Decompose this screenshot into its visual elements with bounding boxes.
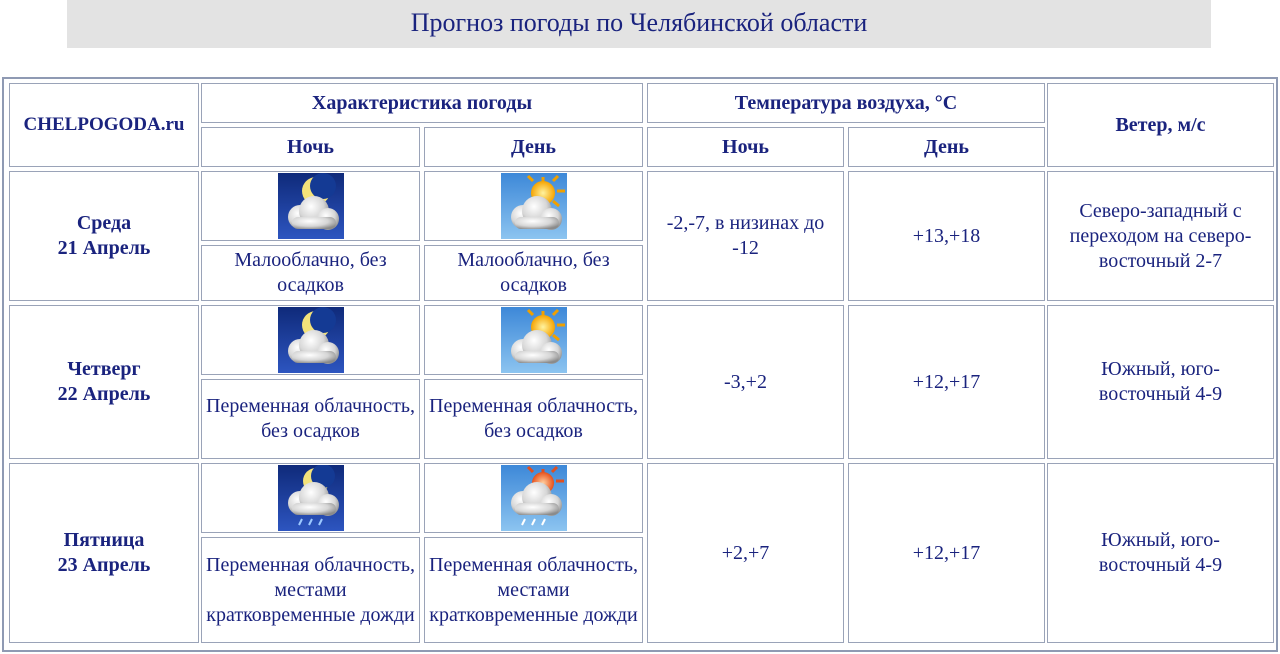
date: 21 Апрель [57, 237, 151, 259]
temp-day: +12,+17 [848, 463, 1045, 643]
weather-day-header: День [424, 127, 643, 167]
wind-header: Ветер, м/с [1047, 83, 1274, 167]
day-label [9, 463, 199, 643]
sun-cloud-icon [501, 173, 567, 239]
temperature-header: Температура воздуха, °С [647, 83, 1045, 123]
temp-night: -2,-7, в низинах до -12 [647, 171, 844, 301]
wind-value: Южный, юго-восточный 4-9 [1047, 463, 1274, 643]
day-icon-cell [424, 171, 643, 241]
weekday: Среда [76, 212, 132, 234]
weekday: Четверг [67, 358, 141, 380]
day-icon-cell [424, 463, 643, 533]
wind-value: Северо-западный с переходом на северо-восточный 2-7 [1047, 171, 1274, 301]
date: 22 Апрель [57, 383, 151, 405]
night-icon-cell [201, 171, 420, 241]
temp-night: +2,+7 [647, 463, 844, 643]
site-label: CHELPOGODA.ru [9, 83, 199, 167]
moon-cloud-rain-icon [278, 465, 344, 531]
day-description: Переменная облачность, местами кратковременные дожди [424, 537, 643, 643]
sun-cloud-rain-icon [501, 465, 567, 531]
date: 23 Апрель [57, 554, 151, 576]
weather-night-header: Ночь [201, 127, 420, 167]
night-description: Переменная облачность, без осадков [201, 379, 420, 459]
page-title: Прогноз погоды по Челябинской области [67, 0, 1211, 48]
temp-night-header: Ночь [647, 127, 844, 167]
forecast-table [2, 77, 1278, 652]
weather-char-header: Характеристика погоды [201, 83, 643, 123]
night-icon-cell [201, 463, 420, 533]
moon-cloud-icon [278, 307, 344, 373]
day-label [9, 305, 199, 459]
temp-day: +13,+18 [848, 171, 1045, 301]
day-description: Малооблачно, без осадков [424, 245, 643, 301]
night-description: Переменная облачность, местами кратковременные дожди [201, 537, 420, 643]
temp-day-header: День [848, 127, 1045, 167]
temp-night: -3,+2 [647, 305, 844, 459]
day-icon-cell [424, 305, 643, 375]
temp-day: +12,+17 [848, 305, 1045, 459]
wind-value: Южный, юго-восточный 4-9 [1047, 305, 1274, 459]
day-label [9, 171, 199, 301]
moon-cloud-icon [278, 173, 344, 239]
night-description: Малооблачно, без осадков [201, 245, 420, 301]
sun-cloud-icon [501, 307, 567, 373]
night-icon-cell [201, 305, 420, 375]
weekday: Пятница [63, 529, 145, 551]
day-description: Переменная облачность, без осадков [424, 379, 643, 459]
